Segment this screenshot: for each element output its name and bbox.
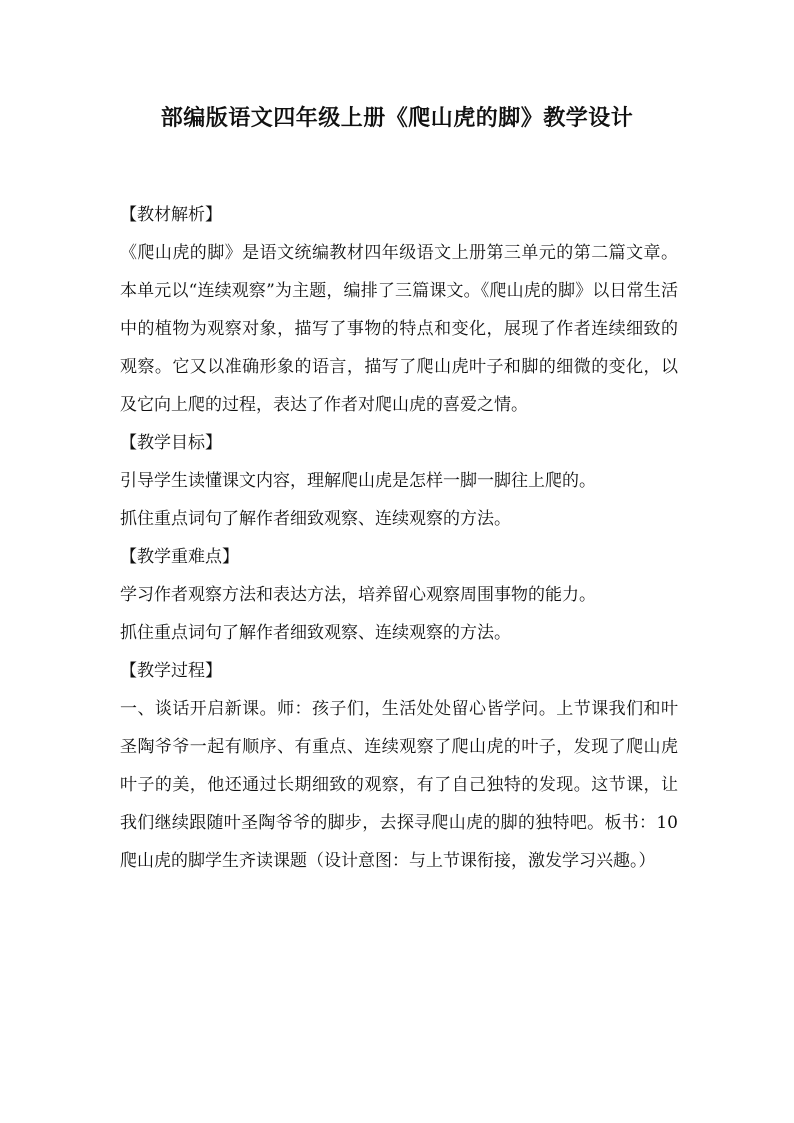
document-body	[120, 196, 695, 880]
paragraph-teaching-process-1: 一、谈话开启新课。师：孩子们，生活处处留心皆学问。上节课我们和叶圣陶爷爷一起有顺序、有重点、连续观察了爬山虎的叶子，发现了爬山虎叶子的美，他还通过长期细致的观察，有了自己独特的发现。这节课，让我们继续跟随叶圣陶爷爷的脚步，去探寻爬山虎的脚的独特吧。板书：10 爬山虎的脚学生齐读课题（设计意图：与上节课衔接，激发学习兴趣。）	[120, 699, 695, 871]
paragraph-teaching-goal-2: 抓住重点词句了解作者细致观察、连续观察的方法。	[120, 509, 511, 529]
document-title: 部编版语文四年级上册《爬山虎的脚》教学设计	[160, 106, 634, 131]
paragraph-key-difficulty-1: 学习作者观察方法和表达方法，培养留心观察周围事物的能力。	[120, 585, 596, 605]
section-heading-key-difficulties: 【教学重难点】	[120, 547, 239, 567]
paragraph-key-difficulty-2: 抓住重点词句了解作者细致观察、连续观察的方法。	[120, 623, 511, 643]
section-heading-teaching-process: 【教学过程】	[120, 661, 222, 681]
section-heading-teaching-goals: 【教学目标】	[120, 433, 222, 453]
paragraph-teaching-goal-1: 引导学生读懂课文内容，理解爬山虎是怎样一脚一脚往上爬的。	[120, 471, 596, 491]
paragraph-textbook-analysis: 《爬山虎的脚》是语文统编教材四年级语文上册第三单元的第二篇文章。本单元以“连续观察”为主题，编排了三篇课文。《爬山虎的脚》以日常生活中的植物为观察对象，描写了事物的特点和变化，展现了作者连续细致的观察。它又以准确形象的语言，描写了爬山虎叶子和脚的细微的变化，以及它向上爬的过程，表达了作者对爬山虎的喜爱之情。	[120, 243, 678, 415]
section-heading-textbook-analysis: 【教材解析】	[120, 205, 222, 225]
